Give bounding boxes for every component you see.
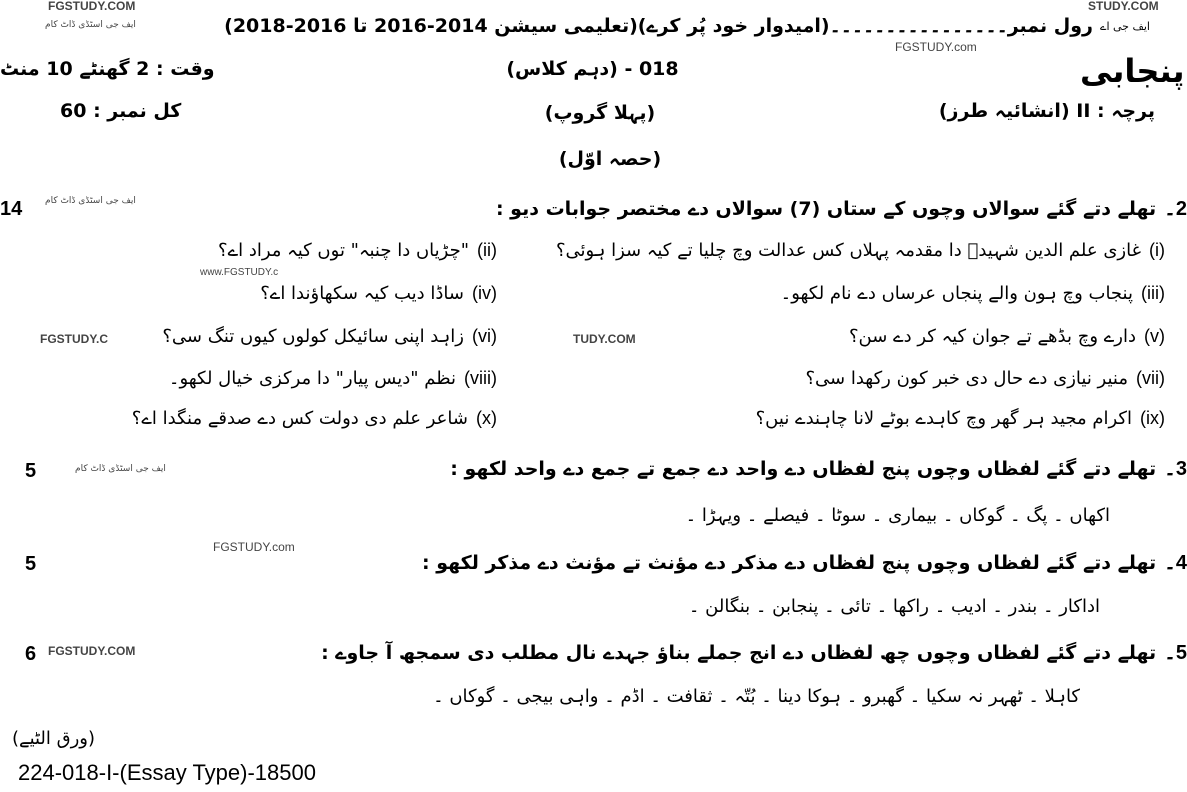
sub-question xyxy=(260,283,497,304)
sub-question-text: اکرام مجید ہر گھر وچ کاہدے بوٹے لانا چاہندے نیں؟ xyxy=(755,408,1132,429)
question-marks: 14 xyxy=(0,198,23,220)
question-4 xyxy=(422,550,1187,575)
section-label: (حصہ اوّل) xyxy=(558,148,662,170)
total-marks: کل نمبر : 60 xyxy=(60,100,182,122)
question-text: تھلے دتے گئے لفظاں وچوں پنج لفظاں دے واحد دے جمع تے جمع دے واحد لکھو : xyxy=(450,458,1157,480)
subject-title: پنجابی xyxy=(1080,52,1185,90)
class-code: 018 - (دہم کلاس) xyxy=(506,58,679,80)
sub-question xyxy=(849,326,1165,347)
sub-question-number: (iii) xyxy=(1141,283,1165,303)
question-2 xyxy=(496,196,1187,221)
sub-question-text: شاعر علم دی دولت کس دے صدقے منگدا اے؟ xyxy=(131,408,468,429)
sub-question-text: ساڈا دیب کیہ سکھاؤندا اے؟ xyxy=(260,283,464,304)
question-number: 5۔ xyxy=(1164,642,1187,664)
sub-question xyxy=(781,283,1165,304)
watermark: STUDY.COM xyxy=(1088,0,1159,13)
question-number: 3۔ xyxy=(1164,458,1187,480)
watermark: www.FGSTUDY.c xyxy=(200,267,279,278)
sub-question-number: (iv) xyxy=(472,283,497,303)
question-marks: 5 xyxy=(25,553,37,575)
sub-question-text: منیر نیازی دے حال دی خبر کون رکھدا سی؟ xyxy=(805,368,1128,389)
watermark: ایف جی اسٹڈی ڈاٹ کام xyxy=(45,196,136,206)
sub-question xyxy=(806,368,1166,389)
sub-question-text: زاہد اپنی سائیکل کولوں کیوں تنگ سی؟ xyxy=(162,326,464,347)
sub-question-text: دارے وچ بڈھے تے جوان کیہ کر دے سن؟ xyxy=(849,326,1136,347)
turn-over-note: (ورق الٹیے) xyxy=(12,728,96,749)
time-allowed: وقت : 2 گھنٹے 10 منٹ xyxy=(0,58,215,80)
sub-question-number: (x) xyxy=(476,408,497,428)
sub-question-text: "چڑیاں دا چنبہ" توں کیہ مراد اے؟ xyxy=(218,240,469,261)
question-marks: 5 xyxy=(25,460,37,482)
sub-question xyxy=(132,408,497,429)
watermark: FGSTUDY.COM xyxy=(48,644,136,658)
word-list: اداکار ۔ بندر ۔ ادیب ۔ راکھا ۔ تائی ۔ پنجابن ۔ بنگالن ۔ xyxy=(688,596,1100,617)
question-number: 2۔ xyxy=(1164,198,1187,220)
question-marks: 6 xyxy=(25,643,37,665)
sub-question-number: (vi) xyxy=(472,326,497,346)
sub-question-number: (v) xyxy=(1144,326,1165,346)
sub-question-text: غازی علم الدین شہیدؒ دا مقدمہ پہلاں کس عدالت وچ چلیا تے کیہ سزا ہوئی؟ xyxy=(555,240,1141,261)
sub-question xyxy=(218,240,497,261)
roll-prefix: ایف جی اے xyxy=(1100,20,1150,33)
sub-question-text: نظم "دیس پیار" دا مرکزی خیال لکھو۔ xyxy=(168,368,456,389)
question-number: 4۔ xyxy=(1164,552,1187,574)
watermark: ایف جی اسٹڈی ڈاٹ کام xyxy=(75,464,166,474)
watermark: TUDY.COM xyxy=(573,332,636,346)
sub-question xyxy=(556,240,1165,261)
question-text: تھلے دتے گئے لفظاں وچوں چھ لفظاں دے انج جملے بناؤ جہدے نال مطلب دی سمجھ آ جاوے : xyxy=(321,642,1157,664)
sub-question-number: (vii) xyxy=(1136,368,1165,388)
paper-code: 224-018-I-(Essay Type)-18500 xyxy=(18,760,316,785)
sub-question xyxy=(162,326,497,347)
watermark: FGSTUDY.com xyxy=(213,540,295,554)
watermark: FGSTUDY.C xyxy=(40,332,109,346)
session-line: رول نمبر۔۔۔۔۔۔۔۔۔۔۔۔۔۔۔۔(امیدوار خود پُر کرے)(تعلیمی سیشن 2014-2016 تا 2016-2018) xyxy=(224,15,1093,37)
question-5 xyxy=(321,640,1187,665)
group-label: (پہلا گروپ) xyxy=(544,102,656,124)
sub-question-number: (ii) xyxy=(477,240,497,260)
sub-question-number: (i) xyxy=(1149,240,1165,260)
watermark: ایف جی اسٹڈی ڈاٹ کام xyxy=(45,20,136,30)
word-list: کاہلا ۔ ٹھہر نہ سکیا ۔ گھبرو ۔ ہوکا دینا ۔ بُتّہ ۔ ثقافت ۔ اڈم ۔ واہی بیجی ۔ گوکاں ۔ xyxy=(433,686,1080,707)
sub-question xyxy=(756,408,1165,429)
watermark: FGSTUDY.com xyxy=(895,40,977,54)
question-text: تھلے دتے گئے سوالاں وچوں کے ستاں (7) سوالاں دے مختصر جوابات دیو : xyxy=(495,198,1157,220)
paper-label: پرچہ : II (انشائیہ طرز) xyxy=(938,100,1155,122)
sub-question-number: (ix) xyxy=(1140,408,1165,428)
question-text: تھلے دتے گئے لفظاں وچوں پنج لفظاں دے مذکر دے مؤنث تے مؤنث دے مذکر لکھو : xyxy=(422,552,1157,574)
sub-question-number: (viii) xyxy=(464,368,497,388)
sub-question-text: پنجاب وچ ہون والے پنجاں عرساں دے نام لکھو۔ xyxy=(780,283,1133,304)
word-list: اکھاں ۔ پگ ۔ گوکاں ۔ بیماری ۔ سوٹا ۔ فیصلے ۔ ویہڑا ۔ xyxy=(685,505,1110,526)
sub-question xyxy=(169,368,497,389)
watermark: FGSTUDY.COM xyxy=(48,0,136,13)
question-3 xyxy=(450,456,1187,481)
